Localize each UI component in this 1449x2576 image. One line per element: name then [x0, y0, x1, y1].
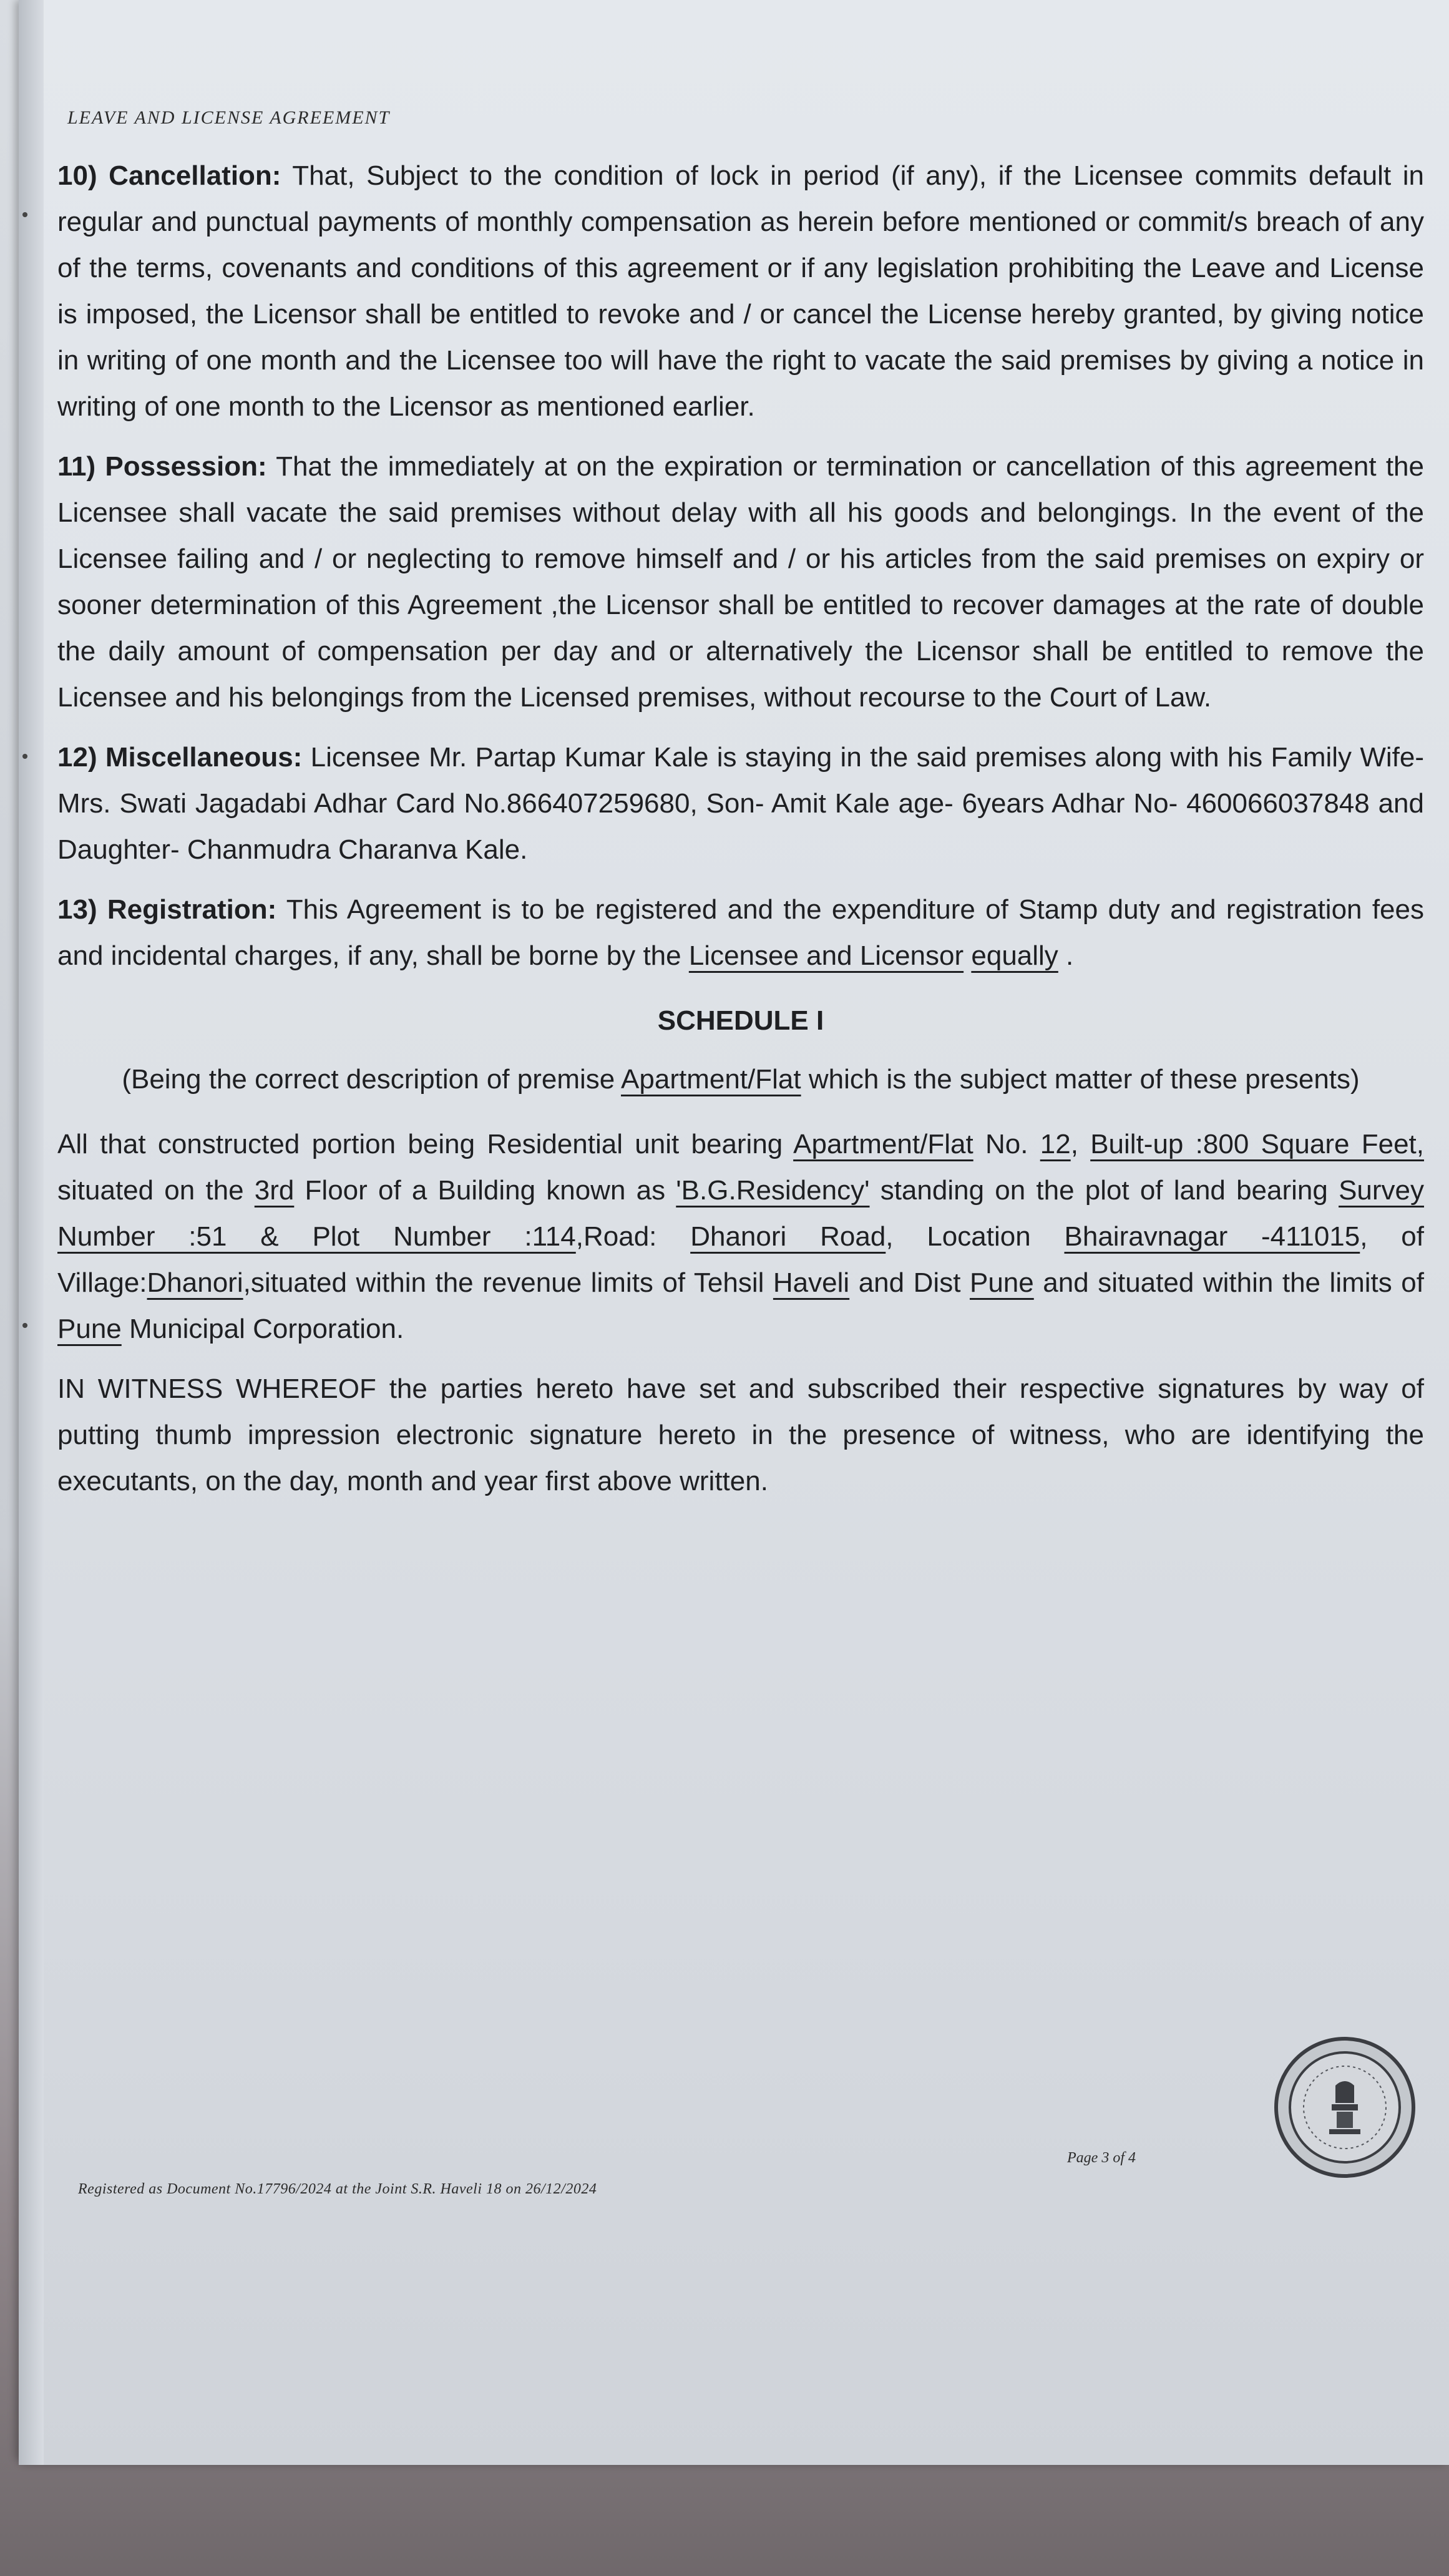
clause-heading: 10) Cancellation: [57, 160, 281, 191]
schedule-title: SCHEDULE I [657, 1005, 824, 1036]
underlined-equally: equally [971, 940, 1058, 971]
page-header-title: LEAVE AND LICENSE AGREEMENT [67, 107, 391, 128]
page-number: Page 3 of 4 [1067, 2150, 1136, 2166]
document-body [57, 153, 1424, 1518]
schedule-description: (Being the correct description of premise Apartment/Flat which is the subject matter of these presents) [122, 1064, 1360, 1095]
clause-cancellation [57, 153, 1424, 430]
registration-footer: Registered as Document No.17796/2024 at the Joint S.R. Haveli 18 on 26/12/2024 [78, 2181, 597, 2197]
clause-text: This Agreement is to be registered and the expenditure of Stamp duty and registration fees and incidental charges, if any, shall be borne by the [57, 894, 1425, 971]
clause-heading: 13) Registration: [57, 894, 277, 925]
witness-clause: IN WITNESS WHEREOF the parties hereto have set and subscribed their respective signatures by way of putting thumb impression electronic signature hereto in the presence of witness, who are identifying the executants, on the day, month and year first above written. [57, 1373, 1424, 1496]
clause-registration: 13) Registration: This Agreement is to be registered and the expenditure of Stamp duty and registration fees and incidental charges, if any, shall be borne by the Licensee and Licensor equally . [57, 894, 1425, 971]
clause-heading: 12) Miscellaneous: [57, 742, 303, 773]
clause-text: Licensee Mr. Partap Kumar Kale is staying in the said premises along with his Family Wife- Mrs. Swati Jagadabi Adhar Card No.866407259680, Son- Amit Kale age- 6years Adhar No- 460066037848 and Daughter- Chanmudra Charanva Kale. [57, 742, 1424, 865]
clause-possession [57, 444, 1424, 721]
margin-mark [22, 754, 27, 759]
clause-miscellaneous [57, 734, 1424, 873]
property-description: All that constructed portion being Residential unit bearing Apartment/Flat No. 12, Built-up :800 Square Feet, situated on the 3rd Floor of a Building known as 'B.G.Residency' standing on the plot of land bearing Survey Number :51 & Plot Number :114,Road: Dhanori Road, Location Bhairavnagar -411015, of Village:Dhanori,situated within the revenue limits of Tehsil Haveli and Dist Pune and situated within the limits of Pune Municipal Corporation. [57, 1129, 1425, 1344]
government-seal-icon [1273, 2036, 1417, 2179]
page-edge [19, 0, 44, 2465]
clause-text: That, Subject to the condition of lock in period (if any), if the Licensee commits default in regular and punctual payments of monthly compensation as herein before mentioned or commit/s breach of any of the terms, covenants and conditions of this agreement or if any legislation prohibiting the Leave and License is imposed, the Licensor shall be entitled to revoke and / or cancel the License hereby granted, by giving notice in writing of one month and the Licensee too will have the right to vacate the said premises by giving a notice in writing of one month to the Licensor as mentioned earlier. [57, 160, 1424, 422]
clause-heading: 11) Possession: [57, 451, 267, 482]
clause-text: That the immediately at on the expiration or termination or cancellation of this agreement the Licensee shall vacate the said premises without delay with all his goods and belongings. In the event of the Licensee failing and / or neglecting to remove himself and / or his articles from the said premises on expiry or sooner determination of this Agreement ,the Licensor shall be entitled to recover damages at the rate of double the daily amount of compensation per day and or alternatively the Licensor shall be entitled to remove the Licensee and his belongings from the Licensed premises, without recourse to the Court of Law. [57, 451, 1424, 713]
margin-mark [22, 212, 27, 217]
margin-mark [22, 1323, 27, 1328]
underlined-parties: Licensee and Licensor [688, 940, 964, 971]
